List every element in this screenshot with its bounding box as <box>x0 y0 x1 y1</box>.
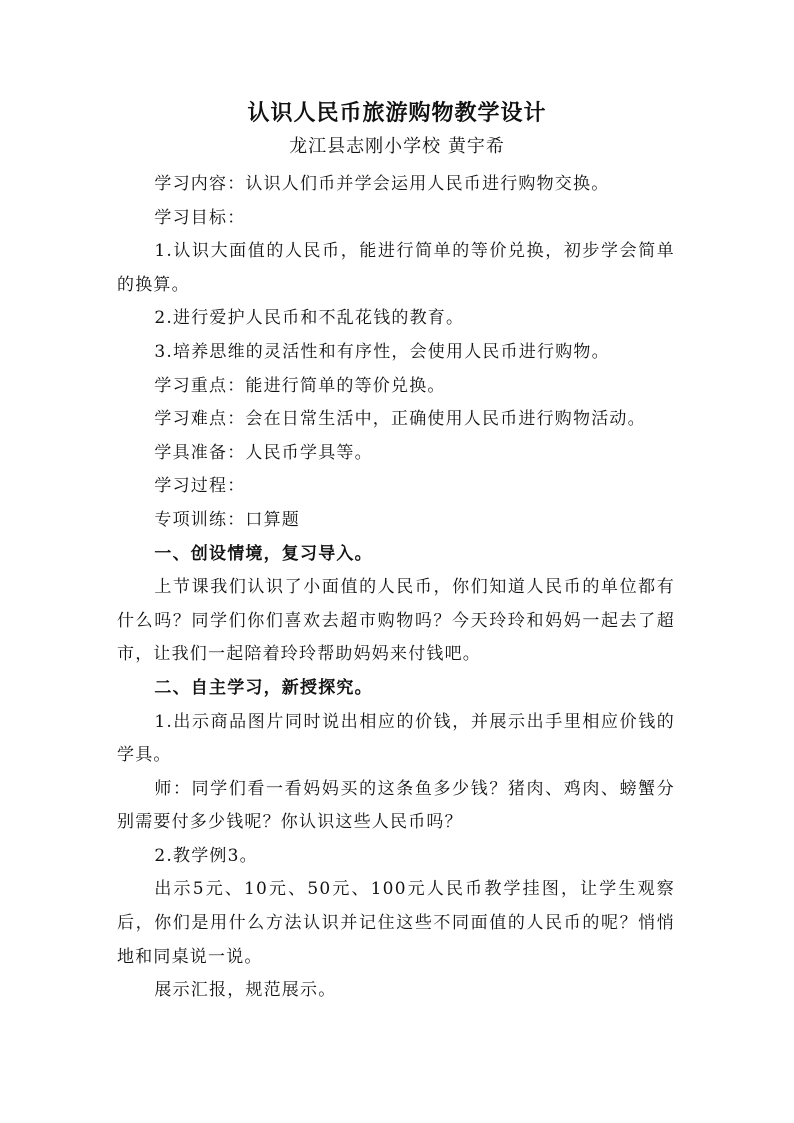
goal-item-3: 3.培养思维的灵活性和有序性，会使用人民币进行购物。 <box>154 341 610 362</box>
step-1: 1.出示商品图片同时说出相应的价钱，并展示出手里相应价钱的学具。 <box>117 711 675 766</box>
materials: 学具准备：人民币学具等。 <box>154 442 373 463</box>
key-point: 学习重点：能进行简单的等价兑换。 <box>154 375 446 396</box>
section-heading-1: 一、创设情境，复习导入。 <box>154 543 373 564</box>
learning-content: 学习内容：认识人们币并学会运用人民币进行购物交换。 <box>154 174 610 194</box>
goal-item-2: 2.进行爱护人民币和不乱花钱的教育。 <box>154 308 465 329</box>
difficult-point: 学习难点：会在日常生活中，正确使用人民币进行购物活动。 <box>154 409 646 430</box>
process-label: 学习过程： <box>154 476 246 497</box>
section-1-paragraph: 上节课我们认识了小面值的人民币，你们知道人民币的单位都有什么吗？同学们你们喜欢去超市购物吗？今天玲玲和妈妈一起去了超市，让我们一起陪着玲玲帮助妈妈来付钱吧。 <box>117 577 675 665</box>
presentation-line: 展示汇报，规范展示。 <box>154 980 337 1001</box>
special-training: 专项训练：口算题 <box>154 509 300 530</box>
document-body <box>117 168 675 1008</box>
step-2-paragraph: 出示5元、10元、50元、100元人民币教学挂图，让学生观察后，你们是用什么方法认识并记住这些不同面值的人民币的呢？悄悄地和同桌说一说。 <box>117 879 675 967</box>
learning-goals-label: 学习目标： <box>154 207 246 228</box>
step-2: 2.教学例3。 <box>154 845 258 866</box>
document-title: 认识人民币旅游购物教学设计 <box>247 100 547 126</box>
teacher-question: 师：同学们看一看妈妈买的这条鱼多少钱？猪肉、鸡肉、螃蟹分别需要付多少钱呢？你认识这些人民币吗？ <box>117 778 675 833</box>
goal-item-1: 1.认识大面值的人民币，能进行简单的等价兑换，初步学会简单的换算。 <box>117 241 675 295</box>
author-line: 龙江县志刚小学校 黄宇希 <box>289 136 505 157</box>
section-heading-2: 二、自主学习，新授探究。 <box>154 677 373 698</box>
